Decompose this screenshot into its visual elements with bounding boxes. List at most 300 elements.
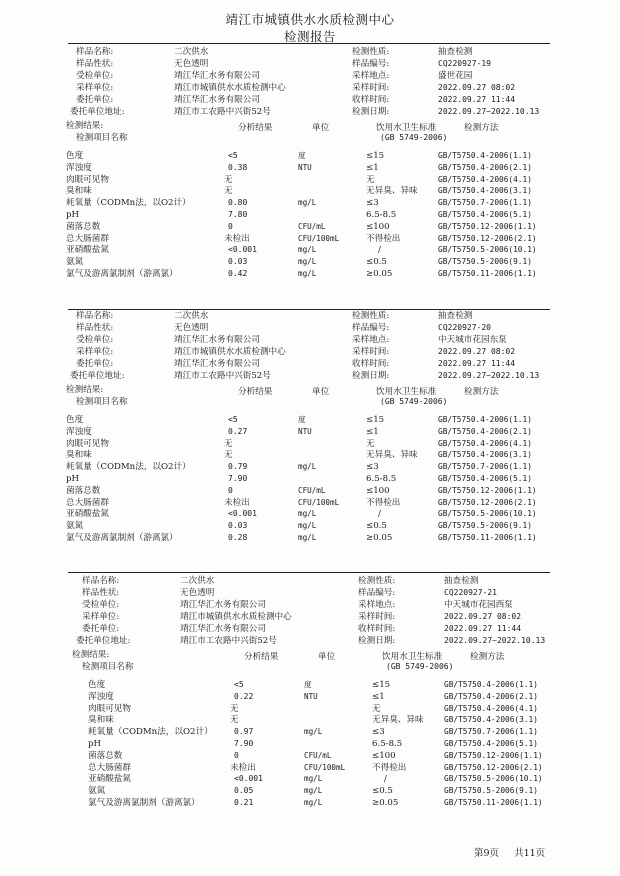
table-row — [0, 209, 620, 221]
item-method: GB/T5750.12-2006(1.1) — [438, 485, 537, 495]
col-header-unit: 单位 — [318, 652, 336, 662]
col-header-unit: 单位 — [312, 123, 330, 133]
item-method: GB/T5750.4-2006(3.1) — [438, 186, 532, 196]
item-result: 0.79 — [228, 462, 248, 472]
info-row — [0, 623, 620, 635]
col-header-method: 检测方法 — [464, 387, 499, 397]
item-std: ≥0.05 — [366, 269, 393, 279]
item-std: 无 — [372, 703, 381, 714]
info-value-client-address: 靖江市工农路中兴街52号 — [180, 636, 277, 646]
table-row — [0, 691, 620, 703]
item-name: 菌落总数 — [66, 485, 101, 496]
item-std: ≤3 — [372, 727, 385, 738]
item-name: pH — [88, 739, 101, 749]
info-row — [0, 587, 620, 599]
info-value-sample-property: 无色透明 — [174, 59, 209, 69]
table-row — [0, 426, 620, 438]
info-label-submit-unit: 受检单位: — [82, 600, 120, 610]
item-method: GB/T5750.4-2006(4.1) — [438, 174, 532, 184]
item-result: 无 — [224, 438, 233, 449]
info-label-client-unit: 委托单位: — [76, 359, 114, 369]
table-row — [0, 714, 620, 726]
table-row — [0, 532, 620, 544]
item-std: ≤100 — [366, 221, 390, 232]
item-name: 亚硝酸盐氮 — [66, 509, 109, 520]
info-label-sampling-site: 采样地点: — [352, 335, 390, 345]
item-unit: CFU/mL — [298, 485, 326, 495]
table-row — [0, 473, 620, 485]
item-result: 无 — [224, 186, 233, 197]
item-std: ≤1 — [372, 691, 385, 702]
col-header-result: 分析结果 — [238, 387, 273, 397]
item-name: 色度 — [66, 415, 84, 425]
item-method: GB/T5750.4-2006(4.1) — [438, 438, 532, 448]
item-unit: mg/L — [298, 533, 317, 542]
info-value-submit-unit: 靖江华汇水务有限公司 — [174, 71, 260, 81]
item-std: ≤15 — [366, 415, 385, 425]
col-header-item: 检测项目名称 — [82, 662, 134, 672]
item-std: 6.5-8.5 — [372, 739, 403, 749]
info-label-submit-unit: 受检单位: — [76, 71, 114, 81]
info-value-sampling-site: 中天城市花园西泵 — [444, 600, 513, 610]
item-result: 未检出 — [224, 497, 250, 508]
item-std: ≤100 — [366, 485, 390, 496]
item-method: GB/T5750.12-2006(2.1) — [438, 497, 537, 507]
info-value-sample-property: 无色透明 — [174, 323, 209, 333]
item-name: 氯气及游离氯制剂（游离氯） — [66, 269, 178, 279]
item-method: GB/T5750.11-2006(1.1) — [438, 533, 537, 542]
table-row — [0, 244, 620, 256]
page-total: 共11页 — [514, 848, 546, 859]
info-label-sample-no: 样品编号: — [352, 323, 390, 333]
info-label-sampler-unit: 采样单位: — [76, 347, 114, 357]
info-row — [0, 310, 620, 322]
item-unit: mg/L — [304, 786, 323, 796]
table-row — [0, 256, 620, 268]
table-row — [0, 773, 620, 785]
item-std: / — [378, 509, 381, 520]
item-method: GB/T5750.5-2006(9.1) — [438, 521, 532, 531]
item-name: 浑浊度 — [88, 691, 114, 702]
item-unit: mg/L — [304, 727, 323, 737]
table-row — [0, 497, 620, 509]
col-header-result: 分析结果 — [238, 123, 273, 133]
info-value-client-address: 靖江市工农路中兴街52号 — [174, 107, 271, 117]
info-row — [0, 611, 620, 623]
info-value-receive-time: 2022.09.27 11:44 — [438, 359, 516, 368]
results-label: 检测结果: — [66, 385, 104, 395]
item-std: 无异臭、异味 — [366, 186, 418, 197]
item-name: 氨氮 — [66, 521, 84, 532]
col-header-method: 检测方法 — [464, 123, 499, 133]
item-result: 0.05 — [234, 786, 254, 796]
item-unit: mg/L — [298, 245, 317, 255]
info-value-sample-no: CQ220927-21 — [444, 588, 497, 597]
item-std: 无 — [366, 438, 375, 449]
item-method: GB/T5750.4-2006(2.1) — [438, 162, 532, 172]
item-method: GB/T5750.11-2006(1.1) — [444, 798, 543, 807]
item-result: 7.90 — [228, 474, 248, 483]
table-row — [0, 785, 620, 797]
item-std: 无 — [366, 174, 375, 185]
item-unit: CFU/100mL — [298, 497, 340, 507]
info-row — [0, 94, 620, 106]
info-row — [0, 575, 620, 587]
info-value-submit-unit: 靖江华汇水务有限公司 — [174, 335, 260, 345]
info-row — [0, 322, 620, 334]
info-label-sample-name: 样品名称: — [76, 47, 114, 57]
item-result: <0.001 — [228, 245, 257, 255]
item-std: 无异臭、异味 — [366, 450, 418, 461]
col-header-item: 检测项目名称 — [76, 133, 128, 143]
table-row — [0, 233, 620, 245]
info-value-client-address: 靖江市工农路中兴街52号 — [174, 371, 271, 381]
item-name: 亚硝酸盐氮 — [66, 245, 109, 256]
item-unit: 度 — [298, 151, 306, 160]
item-name: 耗氧量（CODMn法，以O2计） — [66, 198, 191, 209]
item-name: 肉眼可见物 — [66, 438, 109, 449]
item-unit: CFU/mL — [298, 221, 326, 231]
item-name: pH — [66, 474, 79, 484]
item-name: 色度 — [88, 680, 106, 690]
item-unit: NTU — [304, 691, 318, 701]
item-result: 无 — [224, 174, 233, 185]
info-value-sampling-time: 2022.09.27 08:02 — [438, 347, 516, 356]
info-value-receive-time: 2022.09.27 11:44 — [438, 95, 516, 104]
results-label: 检测结果: — [66, 121, 104, 131]
report-section — [0, 46, 620, 308]
item-result: 0.03 — [228, 521, 248, 531]
item-name: pH — [66, 210, 79, 220]
info-row — [0, 82, 620, 94]
item-method: GB/T5750.4-2006(3.1) — [444, 715, 538, 725]
item-result: 0.22 — [234, 691, 254, 701]
table-row — [0, 438, 620, 450]
item-result: 0.42 — [228, 269, 248, 278]
info-row — [0, 70, 620, 82]
info-value-inspection-nature: 抽查检测 — [444, 576, 479, 586]
item-name: 肉眼可见物 — [88, 703, 131, 714]
info-value-sample-no: CQ220927-19 — [438, 59, 491, 68]
item-unit: mg/L — [298, 462, 317, 472]
item-name: 臭和味 — [88, 715, 114, 726]
info-row — [0, 346, 620, 358]
item-result: 0.27 — [228, 426, 248, 436]
item-result: 未检出 — [224, 233, 250, 244]
item-std: ≥0.05 — [372, 798, 399, 808]
page-subtitle: 检测报告 — [283, 29, 336, 44]
item-std: ≤1 — [366, 426, 379, 437]
item-result: <5 — [228, 151, 238, 160]
item-method: GB/T5750.4-2006(1.1) — [438, 151, 532, 160]
info-value-sampling-time: 2022.09.27 08:02 — [438, 83, 516, 92]
info-value-client-unit: 靖江华汇水务有限公司 — [180, 624, 266, 634]
item-method: GB/T5750.5-2006(9.1) — [438, 257, 532, 267]
item-result: 7.90 — [234, 739, 254, 748]
results-label: 检测结果: — [72, 650, 110, 660]
table-row — [0, 221, 620, 233]
item-method: GB/T5750.5-2006(9.1) — [444, 786, 538, 796]
item-name: 肉眼可见物 — [66, 174, 109, 185]
item-unit: mg/L — [298, 257, 317, 267]
table-header-row — [0, 132, 620, 144]
table-header-row — [0, 396, 620, 408]
col-header-std-code: (GB 5749-2006) — [380, 397, 448, 406]
table-row — [0, 762, 620, 774]
item-name: 氨氮 — [88, 786, 106, 797]
table-row — [0, 150, 620, 162]
item-unit: mg/L — [304, 774, 323, 784]
info-label-sampling-time: 采样时间: — [352, 83, 390, 93]
info-label-client-address: 委托单位地址: — [70, 107, 125, 117]
item-std: ≤15 — [366, 151, 385, 161]
item-result: 0.80 — [228, 198, 248, 208]
item-name: 总大肠菌群 — [88, 762, 131, 773]
item-std: 不得检出 — [366, 497, 401, 508]
header-divider — [68, 43, 550, 44]
info-label-inspection-date: 检测日期: — [358, 636, 396, 646]
info-label-sampling-time: 采样时间: — [352, 347, 390, 357]
info-label-submit-unit: 受检单位: — [76, 335, 114, 345]
info-label-client-unit: 委托单位: — [76, 95, 114, 105]
item-name: 氯气及游离氯制剂（游离氯） — [88, 798, 200, 808]
item-method: GB/T5750.5-2006(10.1) — [438, 245, 537, 255]
section-divider — [68, 309, 550, 310]
table-row — [0, 703, 620, 715]
item-method: GB/T5750.4-2006(4.1) — [444, 703, 538, 713]
item-std: ≤0.5 — [366, 521, 387, 532]
item-method: GB/T5750.4-2006(1.1) — [444, 680, 538, 689]
info-value-inspection-nature: 抽查检测 — [438, 47, 473, 57]
col-header-method: 检测方法 — [470, 652, 505, 662]
info-row — [0, 370, 620, 382]
item-method: GB/T5750.12-2006(2.1) — [438, 233, 537, 243]
item-method: GB/T5750.5-2006(10.1) — [444, 774, 543, 784]
item-name: 总大肠菌群 — [66, 497, 109, 508]
info-value-client-unit: 靖江华汇水务有限公司 — [174, 359, 260, 369]
item-result: <0.001 — [228, 509, 257, 519]
item-result: 0 — [228, 485, 233, 495]
table-row — [0, 197, 620, 209]
section-divider — [68, 572, 550, 573]
info-value-inspection-date: 2022.09.27~2022.10.13 — [444, 636, 546, 645]
item-name: 浑浊度 — [66, 162, 92, 173]
item-unit: NTU — [298, 426, 312, 436]
item-unit: mg/L — [298, 509, 317, 519]
table-row — [0, 162, 620, 174]
item-std: ≤15 — [372, 680, 391, 690]
info-label-sample-name: 样品名称: — [82, 576, 120, 586]
info-value-sample-no: CQ220927-20 — [438, 323, 491, 332]
table-row — [0, 797, 620, 809]
item-name: 臭和味 — [66, 186, 92, 197]
info-value-sampler-unit: 靖江市城镇供水水质检测中心 — [174, 83, 286, 93]
info-row — [0, 106, 620, 118]
table-row — [0, 750, 620, 762]
item-unit: mg/L — [298, 269, 317, 278]
item-result: 无 — [224, 450, 233, 461]
item-unit: mg/L — [304, 798, 323, 807]
info-value-inspection-nature: 抽查检测 — [438, 311, 473, 321]
info-row — [0, 58, 620, 70]
item-method: GB/T5750.12-2006(1.1) — [438, 221, 537, 231]
info-label-receive-time: 收样时间: — [352, 95, 390, 105]
item-std: 无异臭、异味 — [372, 715, 424, 726]
item-result: 无 — [230, 703, 239, 714]
item-result: 未检出 — [230, 762, 256, 773]
item-result: <0.001 — [234, 774, 263, 784]
info-row — [0, 358, 620, 370]
item-method: GB/T5750.5-2006(10.1) — [438, 509, 537, 519]
table-row — [0, 268, 620, 280]
item-name: 菌落总数 — [88, 750, 123, 761]
report-section — [0, 310, 620, 572]
item-std: 6.5-8.5 — [366, 210, 397, 220]
table-row — [0, 185, 620, 197]
info-label-sample-no: 样品编号: — [358, 588, 396, 598]
item-unit: 度 — [298, 415, 306, 424]
info-label-sample-property: 样品性状: — [76, 323, 114, 333]
info-label-inspection-date: 检测日期: — [352, 371, 390, 381]
item-name: 色度 — [66, 151, 84, 161]
item-result: 0.28 — [228, 533, 248, 542]
table-row — [0, 738, 620, 750]
info-row — [0, 46, 620, 58]
info-row — [0, 334, 620, 346]
table-row — [0, 508, 620, 520]
info-label-client-address: 委托单位地址: — [76, 636, 131, 646]
item-method: GB/T5750.4-2006(5.1) — [444, 739, 538, 748]
info-value-sample-name: 二次供水 — [174, 47, 209, 57]
table-row — [0, 461, 620, 473]
item-name: 菌落总数 — [66, 221, 101, 232]
item-name: 耗氧量（CODMn法，以O2计） — [66, 462, 191, 473]
info-label-sample-no: 样品编号: — [352, 59, 390, 69]
table-row — [0, 520, 620, 532]
item-std: 不得检出 — [366, 233, 401, 244]
item-name: 耗氧量（CODMn法，以O2计） — [88, 727, 213, 738]
item-method: GB/T5750.4-2006(2.1) — [444, 691, 538, 701]
table-row — [0, 174, 620, 186]
info-label-inspection-nature: 检测性质: — [358, 576, 396, 586]
info-value-sampling-site: 盛世花园 — [438, 71, 473, 81]
item-unit: NTU — [298, 162, 312, 172]
info-value-submit-unit: 靖江华汇水务有限公司 — [180, 600, 266, 610]
item-std: 6.5-8.5 — [366, 474, 397, 484]
item-std: ≤100 — [372, 750, 396, 761]
item-method: GB/T5750.11-2006(1.1) — [438, 269, 537, 278]
item-result: 0 — [228, 221, 233, 231]
item-std: ≤0.5 — [366, 257, 387, 268]
item-method: GB/T5750.4-2006(5.1) — [438, 474, 532, 483]
info-label-sampling-site: 采样地点: — [358, 600, 396, 610]
item-std: ≤3 — [366, 198, 379, 209]
info-label-receive-time: 收样时间: — [358, 624, 396, 634]
info-label-sampling-time: 采样时间: — [358, 612, 396, 622]
item-result: 无 — [230, 715, 239, 726]
item-result: <5 — [234, 680, 244, 689]
info-value-receive-time: 2022.09.27 11:44 — [444, 624, 522, 633]
table-row — [0, 726, 620, 738]
info-label-client-address: 委托单位地址: — [70, 371, 125, 381]
info-row — [0, 599, 620, 611]
item-name: 氨氮 — [66, 257, 84, 268]
col-header-result: 分析结果 — [244, 652, 279, 662]
item-method: GB/T5750.4-2006(5.1) — [438, 210, 532, 219]
info-label-sample-property: 样品性状: — [82, 588, 120, 598]
item-result: 0.97 — [234, 727, 254, 737]
item-method: GB/T5750.4-2006(2.1) — [438, 426, 532, 436]
item-result: <5 — [228, 415, 238, 424]
info-label-sampler-unit: 采样单位: — [82, 612, 120, 622]
item-name: 氯气及游离氯制剂（游离氯） — [66, 533, 178, 543]
table-row — [0, 679, 620, 691]
item-unit: CFU/mL — [304, 750, 332, 760]
info-label-inspection-date: 检测日期: — [352, 107, 390, 117]
info-value-sampling-time: 2022.09.27 08:02 — [444, 612, 522, 621]
item-method: GB/T5750.7-2006(1.1) — [438, 198, 532, 208]
item-name: 亚硝酸盐氮 — [88, 774, 131, 785]
item-method: GB/T5750.12-2006(2.1) — [444, 762, 543, 772]
item-result: 0.38 — [228, 162, 248, 172]
info-value-inspection-date: 2022.09.27~2022.10.13 — [438, 371, 540, 380]
item-std: ≤0.5 — [372, 786, 393, 797]
item-name: 总大肠菌群 — [66, 233, 109, 244]
col-header-std: 饮用水卫生标准 — [376, 387, 437, 397]
item-name: 臭和味 — [66, 450, 92, 461]
col-header-item: 检测项目名称 — [76, 397, 128, 407]
item-std: ≤1 — [366, 162, 379, 173]
col-header-std-code: (GB 5749-2006) — [380, 133, 448, 142]
item-std: 不得检出 — [372, 762, 407, 773]
item-result: 7.80 — [228, 210, 248, 219]
item-unit: mg/L — [298, 521, 317, 531]
item-unit: mg/L — [298, 198, 317, 208]
item-method: GB/T5750.4-2006(3.1) — [438, 450, 532, 460]
report-section — [0, 575, 620, 837]
info-label-receive-time: 收样时间: — [352, 359, 390, 369]
table-header-row — [0, 661, 620, 673]
info-value-inspection-date: 2022.09.27~2022.10.13 — [438, 107, 540, 116]
page-footer — [474, 845, 557, 859]
table-row — [0, 485, 620, 497]
info-label-sampling-site: 采样地点: — [352, 71, 390, 81]
info-value-sample-name: 二次供水 — [180, 576, 215, 586]
item-unit: CFU/100mL — [298, 233, 340, 243]
page-title: 靖江市城镇供水水质检测中心 — [225, 12, 395, 27]
info-value-sample-property: 无色透明 — [180, 588, 215, 598]
info-label-sampler-unit: 采样单位: — [76, 83, 114, 93]
item-std: ≥0.05 — [366, 533, 393, 543]
info-label-inspection-nature: 检测性质: — [352, 311, 390, 321]
item-method: GB/T5750.4-2006(1.1) — [438, 415, 532, 424]
page-number: 第9页 — [474, 848, 500, 859]
table-row — [0, 449, 620, 461]
item-unit: CFU/100mL — [304, 762, 346, 772]
info-value-sample-name: 二次供水 — [174, 311, 209, 321]
info-label-sample-name: 样品名称: — [76, 311, 114, 321]
table-row — [0, 414, 620, 426]
info-row — [0, 635, 620, 647]
col-header-unit: 单位 — [312, 387, 330, 397]
item-std: ≤3 — [366, 462, 379, 473]
info-label-inspection-nature: 检测性质: — [352, 47, 390, 57]
info-value-sampler-unit: 靖江市城镇供水水质检测中心 — [174, 347, 286, 357]
col-header-std: 饮用水卫生标准 — [382, 652, 443, 662]
item-std: / — [378, 245, 381, 256]
col-header-std: 饮用水卫生标准 — [376, 123, 437, 133]
item-result: 0.03 — [228, 257, 248, 267]
